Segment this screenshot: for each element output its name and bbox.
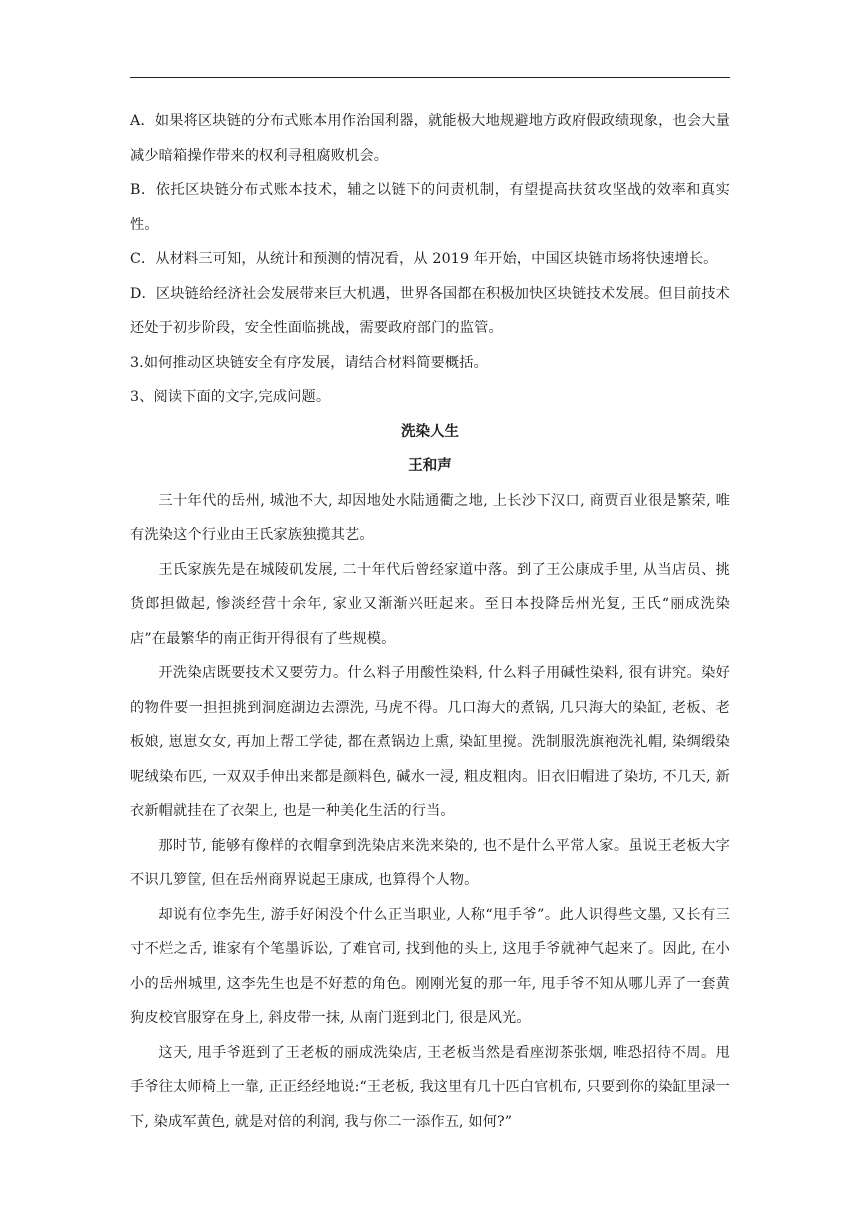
header-rule xyxy=(130,77,730,78)
question-3: 3.如何推动区块链安全有序发展，请结合材料简要概括。 xyxy=(130,354,488,371)
section-3-intro: 3、阅读下面的文字,完成问题。 xyxy=(130,389,331,405)
story-paragraph: 王氏家族先是在城陵矶发展, 二十年代后曾经家道中落。到了王公康成手里, 从当店员、挑货郎担做起, 惨淡经营十余年, 家业又渐渐兴旺起来。至日本投降岳州光复, 王氏“丽成洗染店”在最繁华的南正街开得很有了些规模。 xyxy=(130,561,730,647)
option-b: B．依托区块链分布式账本技术，辅之以链下的问责机制，有望提高扶贫攻坚战的效率和真实性。 xyxy=(130,182,730,233)
story-author: 王和声 xyxy=(408,458,452,474)
option-c: C．从材料三可知，从统计和预测的情况看，从 2019 年开始，中国区块链市场将快速增长。 xyxy=(130,251,718,267)
document-body xyxy=(130,104,730,1139)
option-d: D．区块链给经济社会发展带来巨大机遇，世界各国都在积极加快区块链技术发展。但目前技术还处于初步阶段，安全性面临挑战，需要政府部门的监管。 xyxy=(130,285,730,336)
story-paragraph: 三十年代的岳州, 城池不大, 却因地处水陆通衢之地, 上长沙下汉口, 商贾百业很是繁荣, 唯有洗染这个行业由王氏家族独揽其艺。 xyxy=(130,492,730,543)
story-paragraph: 那时节, 能够有像样的衣帽拿到洗染店来洗来染的, 也不是什么平常人家。虽说王老板大字不识几箩筐, 但在岳州商界说起王康成, 也算得个人物。 xyxy=(130,837,730,888)
option-a: A．如果将区块链的分布式账本用作治国利器，就能极大地规避地方政府假政绩现象，也会大量减少暗箱操作带来的权利寻租腐败机会。 xyxy=(130,113,730,164)
story-paragraph: 这天, 甩手爷逛到了王老板的丽成洗染店, 王老板当然是看座沏茶张烟, 唯恐招待不周。甩手爷往太师椅上一靠, 正正经经地说:“王老板, 我这里有几十匹白官机布, 只要到你的染缸里渌一下, 染成军黄色, 就是对倍的利润, 我与你二一添作五, 如何?” xyxy=(130,1044,730,1130)
story-paragraph: 却说有位李先生, 游手好闲没个什么正当职业, 人称“甩手爷”。此人识得些文墨, 又长有三寸不烂之舌, 谁家有个笔墨诉讼, 了难官司, 找到他的头上, 这甩手爷就神气起来了。因此, 在小小的岳州城里, 这李先生也是不好惹的角色。刚刚光复的那一年, 甩手爷不知从哪儿弄了一套黄狗皮校官服穿在身上, 斜皮带一抹, 从南门逛到北门, 很是风光。 xyxy=(130,906,730,1026)
story-title: 洗染人生 xyxy=(401,423,459,440)
story-paragraph: 开洗染店既要技术又要劳力。什么料子用酸性染料, 什么料子用碱性染料, 很有讲究。染好的物件要一担担挑到洞庭湖边去漂洗, 马虎不得。几口海大的煮锅, 几只海大的染缸, 老板、老板娘, 崽崽女女, 再加上帮工学徒, 都在煮锅边上熏, 染缸里搅。洗制服洗旗袍洗礼帽, 染绸缎染呢绒染布匹, 一双双手伸出来都是颜料色, 碱水一浸, 粗皮粗肉。旧衣旧帽进了染坊, 不几天, 新衣新帽就挂在了衣架上, 也是一种美化生活的行当。 xyxy=(130,665,730,819)
